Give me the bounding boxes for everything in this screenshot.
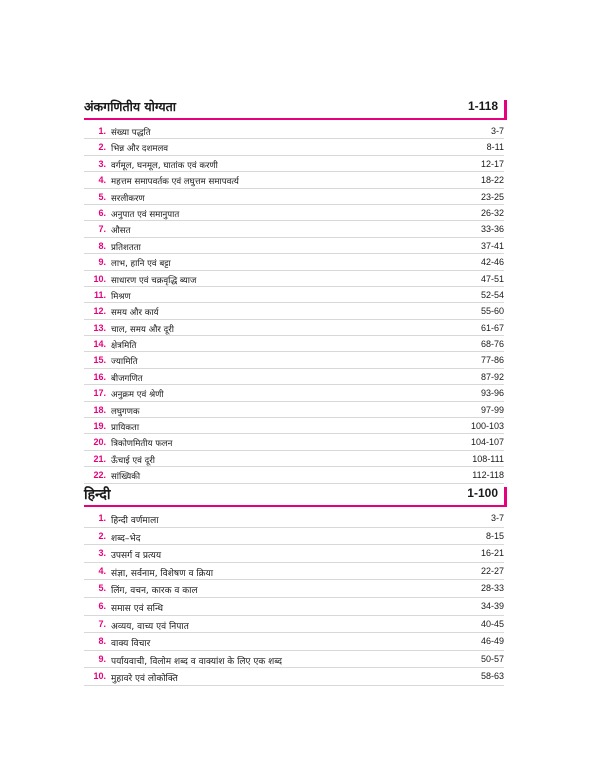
entry-number: 7.: [98, 224, 106, 235]
section-title: हिन्दी: [84, 487, 111, 503]
entry-number: 16.: [93, 371, 106, 382]
entry-title: ऊँचाई एवं दूरी: [111, 455, 155, 466]
entry-pages: 58-63: [480, 671, 504, 682]
entry-title: लाभ, हानि एवं बट्टा: [111, 259, 171, 270]
entry-number: 2.: [98, 142, 106, 153]
entry-pages: 77-86: [480, 355, 504, 366]
entry-number: 5.: [98, 191, 106, 202]
entry-title: बीजगणित: [111, 373, 143, 384]
toc-row[interactable]: [84, 303, 504, 319]
entry-pages: 22-27: [480, 565, 504, 576]
toc-row[interactable]: [84, 271, 504, 287]
section-page-range: 1-118: [467, 99, 498, 113]
entry-pages: 40-45: [480, 618, 504, 629]
entry-pages: 18-22: [480, 175, 504, 186]
entry-pages: 34-39: [480, 600, 504, 611]
entry-number: 3.: [98, 158, 106, 169]
entry-number: 18.: [93, 404, 106, 415]
toc-row[interactable]: [84, 545, 504, 563]
section-header: [84, 485, 504, 507]
entry-number: 4.: [98, 565, 106, 576]
toc-row[interactable]: [84, 580, 504, 598]
section-header: [84, 98, 504, 120]
toc-row[interactable]: [84, 336, 504, 352]
toc-row[interactable]: [84, 320, 504, 336]
entry-title: अनुपात एवं समानुपात: [111, 209, 180, 220]
entry-pages: 55-60: [480, 306, 504, 317]
entry-pages: 26-32: [480, 207, 504, 218]
entry-pages: 42-46: [480, 257, 504, 268]
entry-number: 21.: [93, 453, 106, 464]
entry-pages: 8-11: [486, 142, 504, 153]
entry-pages: 3-7: [490, 513, 504, 523]
entry-title: पर्यायवाची, विलोम शब्द व वाक्यांश के लिए एक शब्द: [111, 656, 282, 667]
toc-row[interactable]: [84, 668, 504, 686]
entry-pages: 47-51: [480, 273, 504, 284]
section-page-range: 1-100: [467, 486, 498, 500]
toc-list: [84, 510, 504, 686]
toc-row[interactable]: [84, 563, 504, 581]
entry-title: समय और कार्य: [111, 308, 159, 319]
toc-row[interactable]: [84, 467, 504, 483]
section-title: अंकगणितीय योग्यता: [84, 99, 177, 114]
toc-row[interactable]: [84, 123, 504, 139]
entry-pages: 12-17: [480, 158, 504, 169]
entry-title: संख्या पद्धति: [111, 128, 151, 138]
entry-number: 2.: [98, 530, 106, 541]
entry-number: 6.: [98, 600, 106, 611]
entry-title: भिन्न और दशमलव: [111, 144, 169, 155]
entry-pages: 52-54: [480, 289, 504, 300]
toc-row[interactable]: [84, 651, 504, 669]
entry-title: वर्गमूल, घनमूल, घातांक एवं करणी: [111, 160, 218, 171]
entry-pages: 23-25: [480, 191, 504, 202]
entry-title: संज्ञा, सर्वनाम, विशेषण व क्रिया: [111, 568, 214, 579]
entry-number: 4.: [98, 175, 106, 186]
toc-row[interactable]: [84, 221, 504, 237]
entry-number: 8.: [98, 240, 106, 251]
toc-row[interactable]: [84, 616, 504, 634]
entry-pages: 104-107: [470, 437, 504, 448]
toc-row[interactable]: [84, 510, 504, 528]
entry-number: 10.: [93, 671, 106, 682]
entry-number: 20.: [93, 437, 106, 448]
entry-title: वाक्य विचार: [111, 639, 151, 650]
toc-row[interactable]: [84, 172, 504, 188]
entry-number: 14.: [93, 339, 106, 350]
entry-pages: 8-15: [485, 530, 504, 541]
entry-title: मुहावरे एवं लोकोक्ति: [111, 674, 178, 685]
entry-number: 6.: [98, 207, 106, 218]
entry-number: 7.: [98, 618, 106, 629]
toc-row[interactable]: [84, 287, 504, 303]
entry-pages: 50-57: [480, 653, 504, 664]
entry-number: 19.: [93, 421, 106, 432]
entry-title: हिन्दी वर्णमाला: [111, 516, 159, 526]
section-arithmetic: [84, 98, 504, 484]
entry-number: 13.: [93, 322, 106, 333]
entry-title: चाल, समय और दूरी: [111, 324, 174, 335]
entry-pages: 112-118: [472, 470, 504, 481]
entry-title: उपसर्ग व प्रत्यय: [111, 551, 162, 562]
entry-number: 1.: [98, 126, 106, 136]
toc-row[interactable]: [84, 451, 504, 467]
toc-row[interactable]: [84, 254, 504, 270]
entry-pages: 100-103: [470, 421, 504, 432]
entry-title: लिंग, वचन, कारक व काल: [111, 586, 198, 597]
toc-row[interactable]: [84, 598, 504, 616]
entry-pages: 37-41: [480, 240, 504, 251]
toc-list: [84, 123, 504, 484]
entry-title: ज्यामिति: [111, 357, 138, 368]
toc-row[interactable]: [84, 238, 504, 254]
entry-number: 17.: [93, 388, 106, 399]
entry-title: सरलीकरण: [111, 193, 145, 204]
entry-number: 10.: [93, 273, 106, 284]
entry-pages: 61-67: [480, 322, 504, 333]
toc-row[interactable]: [84, 352, 504, 368]
toc-row[interactable]: [84, 418, 504, 434]
entry-number: 15.: [93, 355, 106, 366]
toc-row[interactable]: [84, 528, 504, 546]
entry-title: औसत: [111, 226, 131, 237]
entry-pages: 87-92: [480, 371, 504, 382]
entry-number: 1.: [98, 513, 106, 523]
toc-row[interactable]: [84, 156, 504, 172]
entry-title: क्षेत्रमिति: [111, 341, 137, 352]
entry-pages: 108-111: [472, 453, 504, 464]
entry-title: प्रायिकता: [111, 423, 140, 434]
entry-title: समास एवं सन्धि: [111, 603, 164, 614]
entry-title: मिश्रण: [111, 291, 131, 302]
entry-pages: 93-96: [480, 388, 504, 399]
toc-row[interactable]: [84, 369, 504, 385]
entry-title: त्रिकोणमितीय फलन: [111, 439, 173, 450]
toc-row[interactable]: [84, 434, 504, 450]
entry-title: शब्द–भेद: [111, 533, 141, 544]
entry-number: 8.: [98, 636, 106, 647]
toc-row[interactable]: [84, 633, 504, 651]
entry-pages: 97-99: [480, 404, 504, 415]
entry-pages: 16-21: [480, 548, 504, 559]
toc-row[interactable]: [84, 189, 504, 205]
entry-title: महत्तम समापवर्तक एवं लघुत्तम समापवर्त्य: [111, 177, 239, 188]
entry-number: 9.: [98, 257, 106, 268]
entry-number: 11.: [93, 289, 106, 300]
entry-number: 5.: [98, 583, 106, 594]
entry-title: अनुक्रम एवं श्रेणी: [111, 390, 164, 401]
entry-title: साधारण एवं चक्रवृद्धि ब्याज: [111, 275, 197, 286]
entry-title: लघुगणक: [111, 406, 140, 417]
toc-row[interactable]: [84, 402, 504, 418]
entry-pages: 68-76: [480, 339, 504, 350]
toc-row[interactable]: [84, 385, 504, 401]
entry-pages: 33-36: [480, 224, 504, 235]
entry-number: 12.: [93, 306, 106, 317]
entry-title: सांख्यिकी: [111, 472, 141, 483]
toc-row[interactable]: [84, 139, 504, 155]
entry-title: प्रतिशतता: [111, 242, 141, 253]
section-hindi: [84, 485, 504, 686]
entry-number: 22.: [93, 470, 106, 481]
entry-pages: 3-7: [490, 126, 504, 136]
toc-row[interactable]: [84, 205, 504, 221]
entry-pages: 28-33: [480, 583, 504, 594]
entry-pages: 46-49: [480, 636, 504, 647]
entry-title: अव्यय, वाच्य एवं निपात: [111, 621, 189, 632]
entry-number: 3.: [98, 548, 106, 559]
entry-number: 9.: [98, 653, 106, 664]
